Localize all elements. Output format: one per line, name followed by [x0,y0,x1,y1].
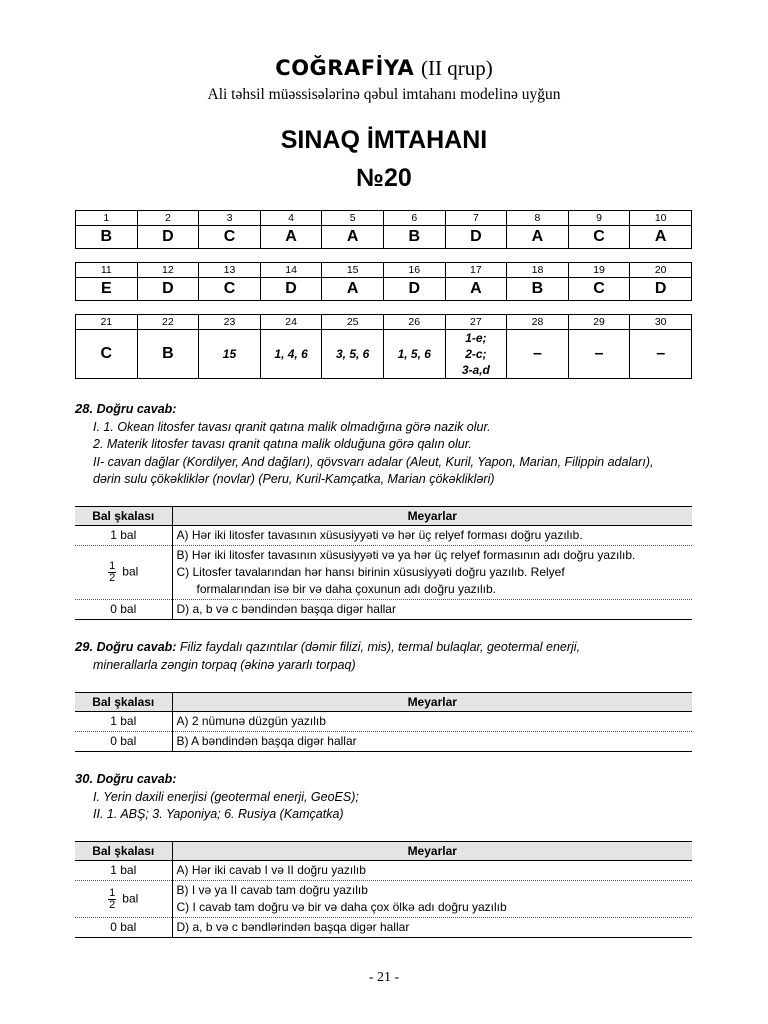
answer-value: A [260,226,322,249]
question-number: 21 [76,315,138,330]
question-number: 29. [75,639,94,654]
score-cell: 1 bal [75,526,172,546]
answer-heading: Doğru cavab: [96,772,177,786]
answer-value: D [445,226,507,249]
answer-value: B [137,330,199,379]
score-unit: bal [122,564,139,579]
answer-heading: Doğru cavab: [96,402,177,416]
question-number: 19 [568,263,630,278]
answer-value: C [76,330,138,379]
column-header-criteria: Meyarlar [172,507,692,526]
answer-value: C [199,278,261,301]
answer-key-table-1 [75,210,692,249]
question-number: 8 [507,211,569,226]
criteria-cell: D) a, b və c bəndlərindən başqa digər hallar [172,918,692,938]
score-unit: bal [122,891,139,906]
answer-value-q27 [445,330,507,379]
answer-value: A [507,226,569,249]
criteria-cell: B) A bəndindən başqa digər hallar [172,732,692,752]
question-number: 28 [507,315,569,330]
answer-line: Filiz faydalı qazıntılar (dəmir filizi, mis), termal bulaqlar, geotermal enerji, [176,640,581,654]
question-number: 17 [445,263,507,278]
question-number: 30 [630,315,692,330]
question-number: 5 [322,211,384,226]
score-cell: 1 bal [75,712,172,732]
question-number: 22 [137,315,199,330]
column-header-scale: Bal şkalası [75,693,172,712]
criteria-line: C) Litosfer tavalarından hər hansı birinin xüsusiyyəti doğru yazılıb. Relyef [176,565,565,579]
answer-value: – [630,330,692,379]
answer-key-table-3 [75,314,692,379]
answer-value: 15 [199,330,261,379]
criteria-cell: A) Hər iki cavab I və II doğru yazılıb [172,861,692,881]
answer-value: – [507,330,569,379]
criteria-line: B) I və ya II cavab tam doğru yazılıb [176,883,368,897]
question-28 [75,400,705,489]
question-number: 29 [568,315,630,330]
question-number: 10 [630,211,692,226]
question-number: 27 [445,315,507,330]
answer-value: A [322,278,384,301]
criteria-cell [172,546,692,600]
question-number: 30. [75,771,94,786]
question-number: 26 [383,315,445,330]
exam-title: SINAQ İMTAHANI [280,126,488,154]
page-number: - 21 - [368,970,400,985]
criteria-table-28 [75,506,692,620]
subject-title [0,56,768,81]
question-number: 7 [445,211,507,226]
answer-value: 1, 5, 6 [383,330,445,379]
fraction [108,888,116,911]
match-line: 1-e; [465,331,487,345]
question-number: 6 [383,211,445,226]
column-header-scale: Bal şkalası [75,842,172,861]
answer-heading: Doğru cavab: [96,640,177,654]
criteria-table-29 [75,692,692,752]
answer-line: minerallarla zəngin torpaq (əkinə yararlı torpaq) [93,657,356,672]
question-number: 20 [630,263,692,278]
answer-value: D [137,226,199,249]
answer-value: – [568,330,630,379]
answer-value: 3, 5, 6 [322,330,384,379]
question-29 [75,638,705,674]
answer-value: D [383,278,445,301]
score-cell-half [75,881,172,918]
fraction-denominator: 2 [109,898,116,911]
question-number: 14 [260,263,322,278]
answer-line: I. 1. Okean litosfer tavası qranit qatına malik olmadığına görə nazik olur. [93,419,491,434]
fraction-numerator: 1 [109,560,116,572]
answer-line: II- cavan dağlar (Kordilyer, And dağları), qövsvarı adalar (Aleut, Kuril, Yapon, Marian, Filippin adaları), [93,454,654,469]
answer-value: B [76,226,138,249]
answer-value: D [137,278,199,301]
question-number: 12 [137,263,199,278]
column-header-scale: Bal şkalası [75,507,172,526]
answer-line: II. 1. ABŞ; 3. Yaponiya; 6. Rusiya (Kamçatka) [93,807,344,821]
exam-number: №20 [356,164,412,192]
answer-key-table-2 [75,262,692,301]
answer-value: A [322,226,384,249]
question-number: 11 [76,263,138,278]
fraction-denominator: 2 [109,572,116,584]
question-number: 3 [199,211,261,226]
criteria-cell: A) 2 nümunə düzgün yazılıb [172,712,692,732]
criteria-line: B) Hər iki litosfer tavasının xüsusiyyəti və ya hər üç relyef formasının adı doğru yazılıb. [176,548,636,562]
criteria-cell: A) Hər iki litosfer tavasının xüsusiyyəti və hər üç relyef forması doğru yazılıb. [172,526,692,546]
answer-value: D [260,278,322,301]
match-line: 2-c; [465,347,487,361]
column-header-criteria: Meyarlar [172,842,692,861]
answer-line: dərin sulu çökəkliklər (novlar) (Peru, Kuril-Kamçatka, Marian çökəklikləri) [93,472,495,486]
criteria-line: formalarından isə bir və daha çoxunun adı doğru yazılıb. [196,582,497,596]
column-header-criteria: Meyarlar [172,693,692,712]
subtitle: Ali təhsil müəssisələrinə qəbul imtahanı modelinə uyğun [207,86,561,103]
answer-value: A [445,278,507,301]
answer-line: 2. Materik litosfer tavası qranit qatına malik olduğuna görə qalın olur. [93,437,472,451]
score-cell: 0 bal [75,600,172,620]
group-label: (II qrup) [421,56,493,80]
answer-value: D [630,278,692,301]
criteria-cell: D) a, b və c bəndindən başqa digər hallar [172,600,692,620]
answer-value: B [383,226,445,249]
criteria-table-30 [75,841,692,938]
question-number: 25 [322,315,384,330]
score-cell: 0 bal [75,918,172,938]
question-number: 1 [76,211,138,226]
question-number: 15 [322,263,384,278]
score-cell: 1 bal [75,861,172,881]
answer-value: C [199,226,261,249]
answer-value: B [507,278,569,301]
question-number: 28. [75,401,94,416]
match-line: 3-a,d [461,363,490,377]
question-30 [75,770,705,824]
subject-name: COĞRAFİYA [275,56,415,80]
answer-value: C [568,278,630,301]
question-number: 16 [383,263,445,278]
question-number: 23 [199,315,261,330]
question-number: 13 [199,263,261,278]
answer-value: 1, 4, 6 [260,330,322,379]
fraction [108,561,116,584]
question-number: 9 [568,211,630,226]
answer-value: C [568,226,630,249]
answer-line: I. Yerin daxili enerjisi (geotermal enerji, GeoES); [93,789,359,804]
criteria-line: C) I cavab tam doğru və bir və daha çox ölkə adı doğru yazılıb [176,900,507,914]
question-number: 4 [260,211,322,226]
question-number: 18 [507,263,569,278]
answer-value: A [630,226,692,249]
score-cell-half [75,546,172,600]
fraction-numerator: 1 [109,886,116,899]
score-cell: 0 bal [75,732,172,752]
question-number: 2 [137,211,199,226]
criteria-cell [172,881,692,918]
answer-value: E [76,278,138,301]
question-number: 24 [260,315,322,330]
